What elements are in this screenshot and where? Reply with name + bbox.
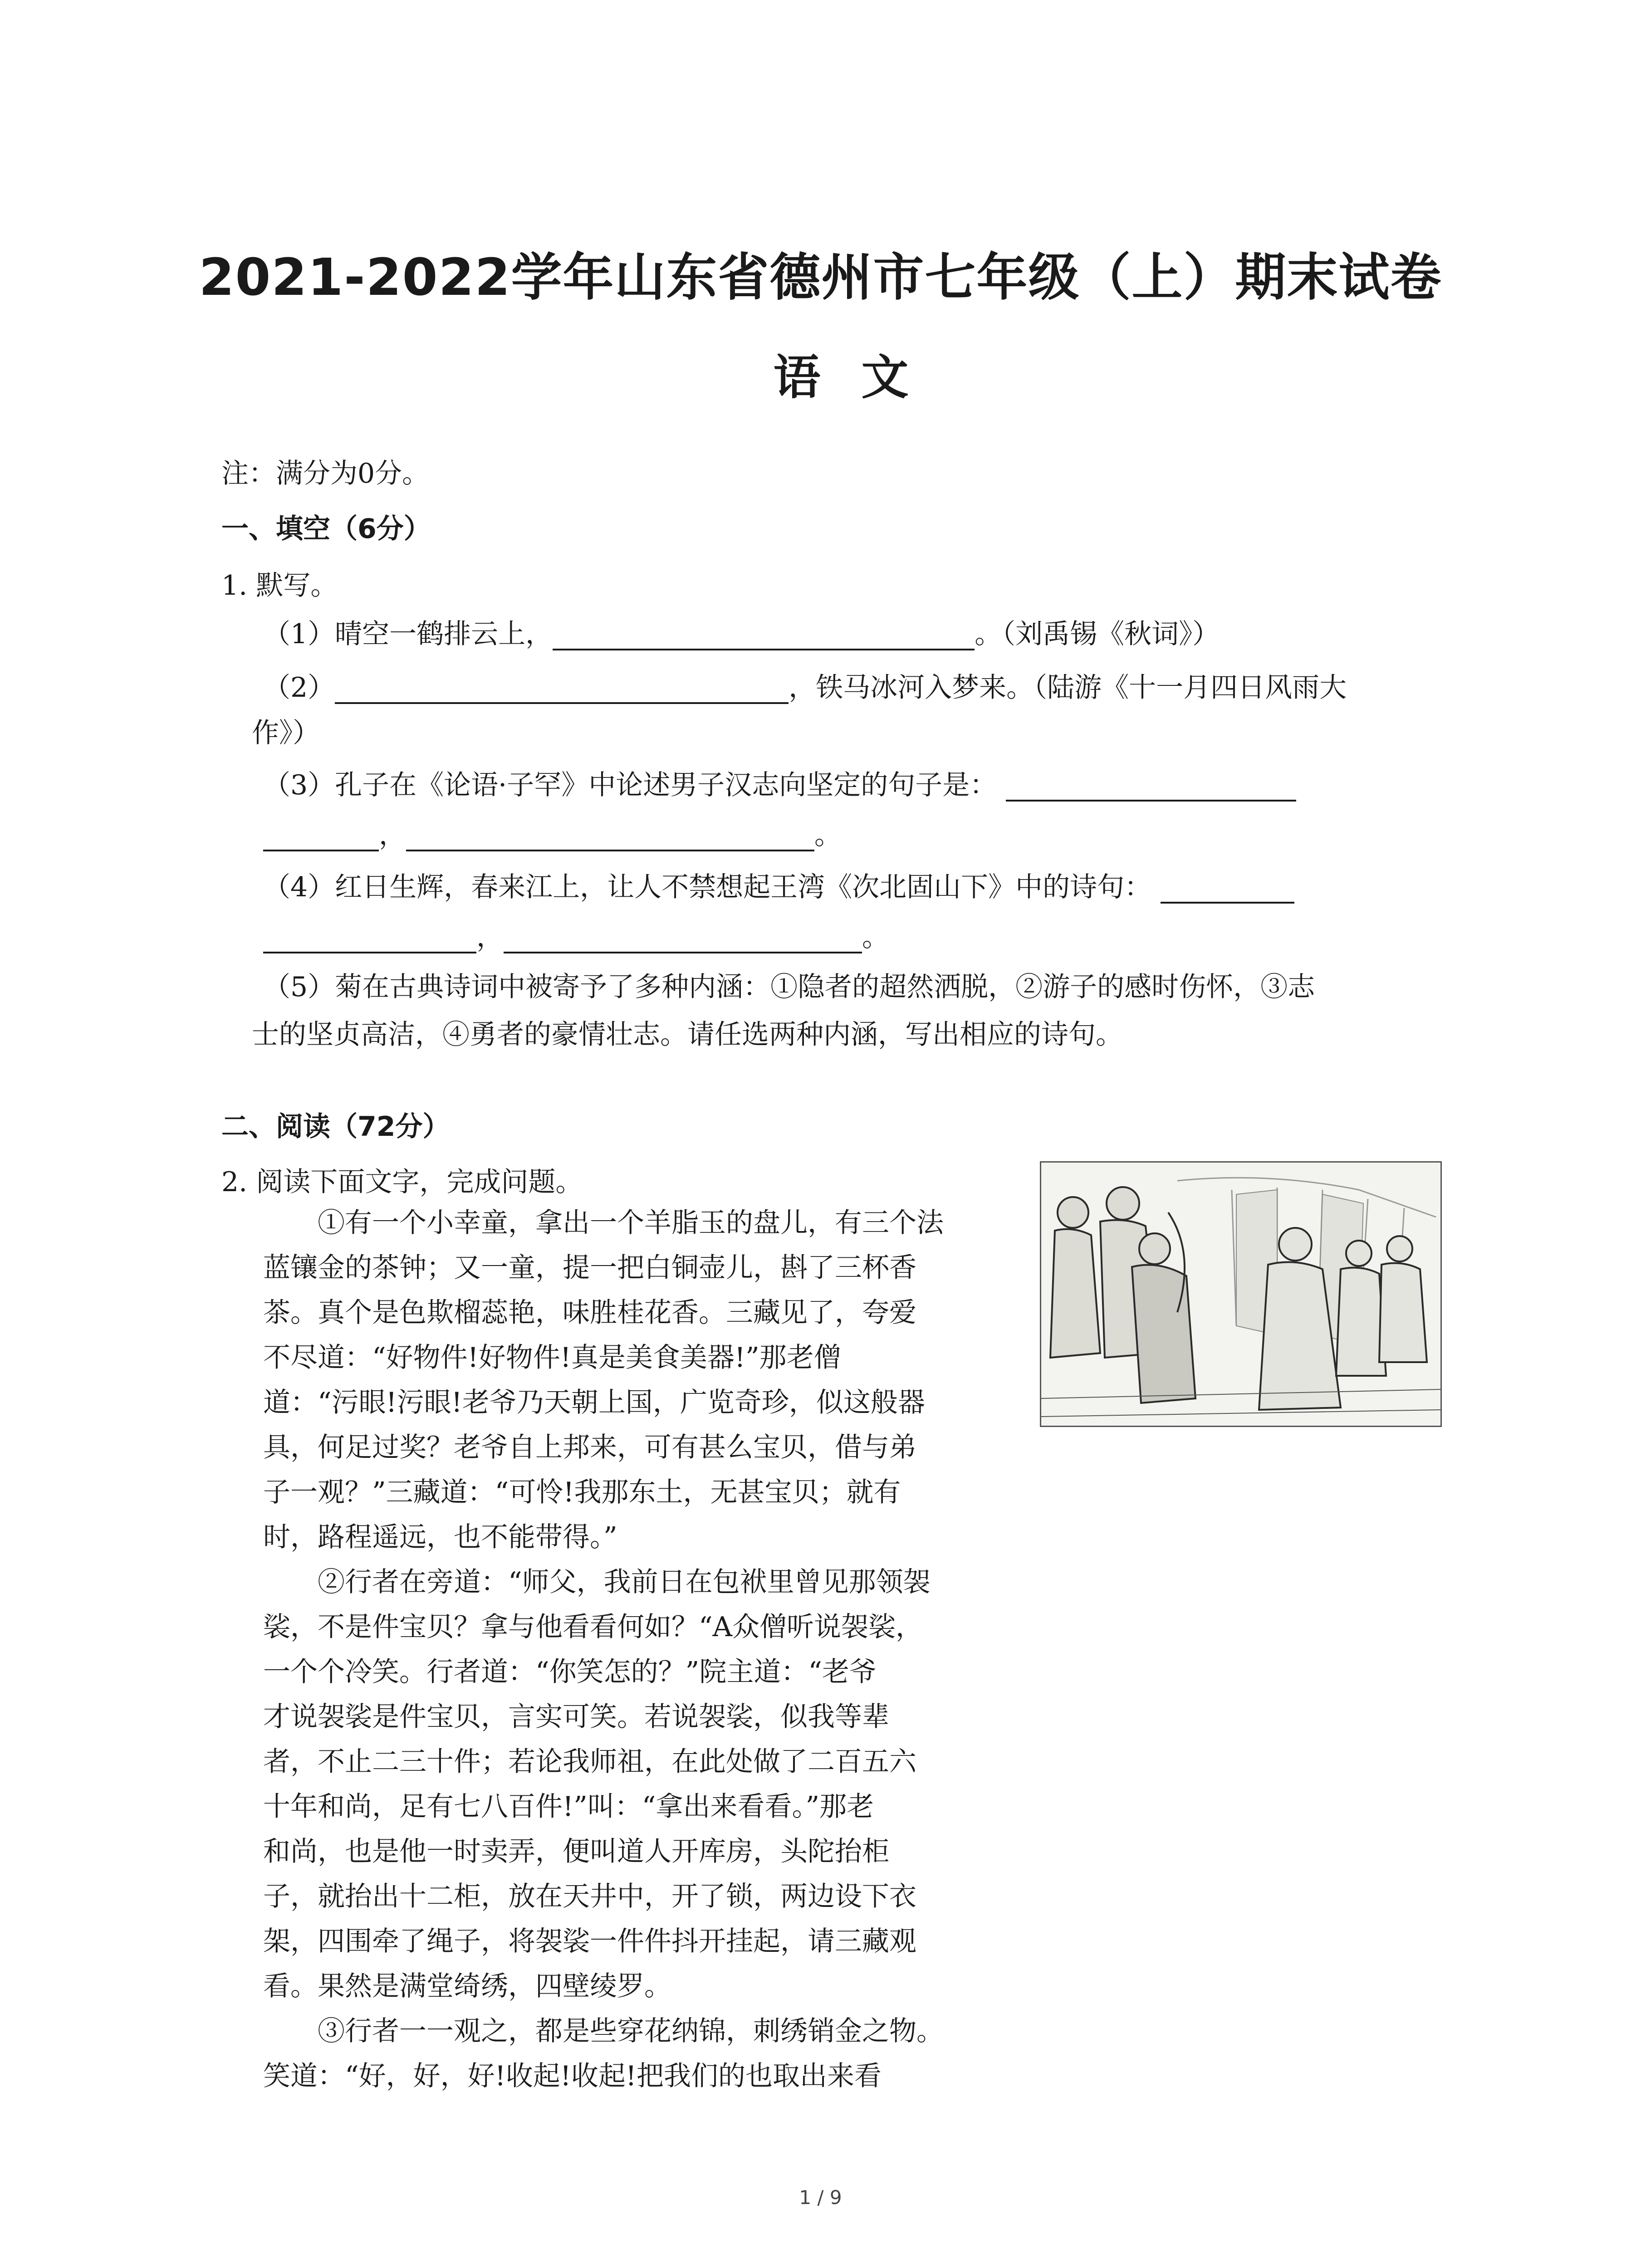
q1-1-text: （1）晴空一鹤排云上，: [263, 618, 553, 650]
illustration-drawing: [1041, 1163, 1440, 1426]
question-1-3-cont: [263, 819, 842, 851]
question-2-label: 2. 阅读下面文字，完成问题。: [221, 1166, 583, 1198]
answer-blank[interactable]: [553, 620, 975, 650]
passage-line: 才说袈裟是件宝贝，言实可笑。若说袈裟，似我等辈: [263, 1701, 889, 1733]
q1-3-text: （3）孔子在《论语·子罕》中论述男子汉志向坚定的句子是：: [263, 769, 997, 801]
passage-line: 和尚，也是他一时卖弄，便叫道人开库房，头陀抬柜: [263, 1836, 889, 1867]
answer-blank[interactable]: [406, 821, 814, 851]
question-1-4-cont: [263, 921, 889, 953]
answer-blank[interactable]: [1006, 771, 1296, 802]
passage-line: 架，四围牵了绳子，将袈裟一件件抖开挂起，请三藏观: [263, 1926, 916, 1957]
passage-line: 蓝镶金的茶钟；又一童，提一把白铜壶儿，斟了三杯香: [263, 1252, 916, 1284]
period: 。: [814, 819, 842, 851]
question-1-2: [263, 671, 1347, 704]
q1-2-source: ，铁马冰河入梦来。（陆游《十一月四日风雨大: [789, 672, 1347, 704]
q1-2-source-cont: 作》）: [252, 717, 320, 749]
period: 。: [862, 921, 889, 953]
question-1-label: 1. 默写。: [221, 570, 338, 601]
passage-line: 裟，不是件宝贝？拿与他看看何如？“A众僧听说袈裟，: [263, 1611, 923, 1643]
passage-line: ②行者在旁道：“师父，我前日在包袱里曾见那领袈: [318, 1566, 931, 1598]
answer-blank[interactable]: [263, 923, 476, 953]
question-1-5-cont: 士的坚贞高洁，④勇者的豪情壮志。请任选两种内涵，写出相应的诗句。: [252, 1019, 1123, 1051]
score-note: 注：满分为0分。: [221, 458, 430, 489]
page-number: 1 / 9: [799, 2186, 842, 2209]
passage-line: 子一观？”三藏道：“可怜!我那东土，无甚宝贝；就有: [263, 1476, 901, 1508]
separator: ，: [476, 921, 504, 953]
passage-line: 子，就抬出十二柜，放在天井中，开了锁，两边设下衣: [263, 1881, 916, 1912]
question-1-1: [263, 618, 1220, 650]
answer-blank[interactable]: [504, 923, 862, 953]
question-1-3: [263, 769, 1296, 802]
q1-4-text: （4）红日生辉，春来江上，让人不禁想起王湾《次北固山下》中的诗句：: [263, 871, 1152, 903]
page-title: 2021-2022学年山东省德州市七年级（上）期末试卷: [199, 248, 1442, 307]
question-1-5: （5）菊在古典诗词中被寄予了多种内涵：①隐者的超然洒脱，②游子的感时伤怀，③志: [263, 971, 1315, 1003]
passage-line: 时，路程遥远，也不能带得。”: [263, 1521, 617, 1553]
passage-line: ①有一个小幸童，拿出一个羊脂玉的盘儿，有三个法: [318, 1207, 944, 1239]
section-heading-reading: 二、阅读（72分）: [221, 1111, 450, 1143]
passage-line: 一个个冷笑。行者道：“你笑怎的？”院主道：“老爷: [263, 1656, 877, 1688]
passage-line: 不尽道：“好物件!好物件!真是美食美器!”那老僧: [263, 1342, 841, 1374]
passage-line: 具，何足过奖？老爷自上邦来，可有甚么宝贝，借与弟: [263, 1432, 916, 1463]
passage-line: 茶。真个是色欺榴蕊艳，味胜桂花香。三藏见了，夸爱: [263, 1297, 916, 1329]
separator: ，: [379, 819, 406, 851]
passage-line: 笑道：“好，好，好!收起!收起!把我们的也取出来看: [263, 2060, 882, 2092]
section-heading-fill: 一、填空（6分）: [221, 513, 431, 545]
question-1-4: [263, 871, 1294, 904]
answer-blank[interactable]: [1161, 873, 1294, 904]
q1-2-text: （2）: [263, 672, 335, 704]
passage-line: 者，不止二三十件；若论我师祖，在此处做了二百五六: [263, 1746, 916, 1778]
subject-title: 语文: [773, 350, 950, 405]
passage-line: 十年和尚，足有七八百件!”叫：“拿出来看看。”那老: [263, 1791, 874, 1823]
passage-illustration: [1040, 1161, 1442, 1427]
answer-blank[interactable]: [335, 673, 789, 704]
passage-line: 看。果然是满堂绮绣，四壁绫罗。: [263, 1970, 671, 2002]
passage-line: 道：“污眼!污眼!老爷乃天朝上国，广览奇珍，似这般器: [263, 1387, 925, 1418]
answer-blank[interactable]: [263, 821, 379, 851]
q1-1-source: 。（刘禹锡《秋词》）: [975, 618, 1220, 650]
passage-line: ③行者一一观之，都是些穿花纳锦，刺绣销金之物。: [318, 2015, 944, 2047]
